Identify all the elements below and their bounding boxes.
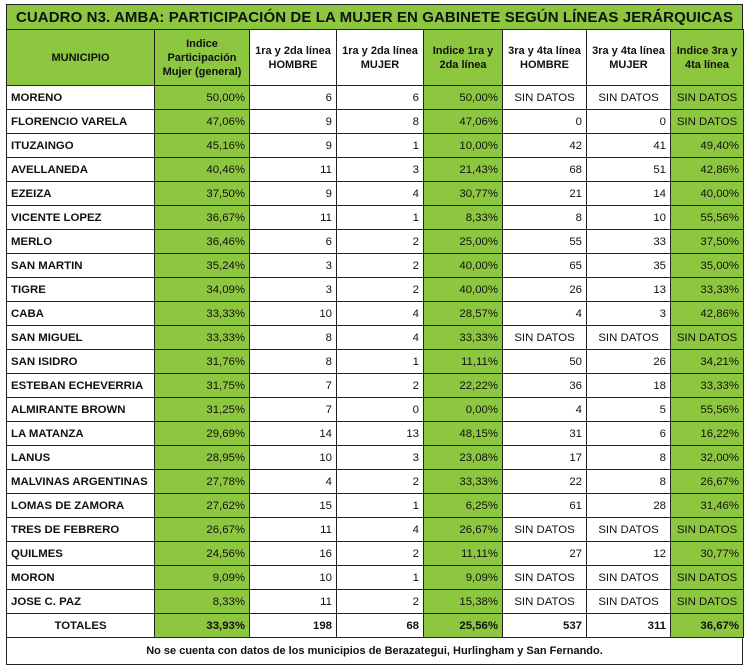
l12-mujer-cell: 0 <box>337 398 424 422</box>
indice-general-cell: 9,09% <box>155 566 250 590</box>
municipio-cell: JOSE C. PAZ <box>7 590 155 614</box>
l12-mujer-cell: 2 <box>337 230 424 254</box>
municipio-cell: TIGRE <box>7 278 155 302</box>
l12-hombre-cell: 11 <box>250 590 337 614</box>
indice-34-cell: 42,86% <box>671 302 744 326</box>
indice-12-cell: 10,00% <box>424 134 503 158</box>
municipio-cell: AVELLANEDA <box>7 158 155 182</box>
table-row <box>7 134 744 158</box>
indice-34-cell: 33,33% <box>671 374 744 398</box>
table-row <box>7 518 744 542</box>
l12-hombre-cell: 7 <box>250 374 337 398</box>
table-row <box>7 158 744 182</box>
municipio-cell: MORON <box>7 566 155 590</box>
l34-hombre-cell: 0 <box>503 110 587 134</box>
l34-hombre-cell: 36 <box>503 374 587 398</box>
l34-mujer-cell: 6 <box>587 422 671 446</box>
l12-hombre-cell: 6 <box>250 230 337 254</box>
header-indice-general: Indice Participación Mujer (general) <box>155 30 250 86</box>
l12-hombre-cell: 3 <box>250 254 337 278</box>
l12-hombre-cell: 10 <box>250 566 337 590</box>
l34-hombre-cell: 8 <box>503 206 587 230</box>
indice-34-cell: 35,00% <box>671 254 744 278</box>
l12-mujer-cell: 4 <box>337 182 424 206</box>
l12-hombre-cell: 7 <box>250 398 337 422</box>
total-indice-34-cell: 36,67% <box>671 614 744 638</box>
l12-hombre-cell: 10 <box>250 446 337 470</box>
l34-hombre-cell: 31 <box>503 422 587 446</box>
indice-12-cell: 11,11% <box>424 350 503 374</box>
indice-12-cell: 30,77% <box>424 182 503 206</box>
l12-mujer-cell: 1 <box>337 206 424 230</box>
l12-hombre-cell: 11 <box>250 518 337 542</box>
indice-34-cell: 16,22% <box>671 422 744 446</box>
municipio-cell: MORENO <box>7 86 155 110</box>
l34-hombre-cell: 17 <box>503 446 587 470</box>
l12-mujer-cell: 1 <box>337 134 424 158</box>
municipio-cell: EZEIZA <box>7 182 155 206</box>
municipio-cell: ALMIRANTE BROWN <box>7 398 155 422</box>
l34-mujer-cell: 5 <box>587 398 671 422</box>
indice-34-cell: 55,56% <box>671 398 744 422</box>
l34-mujer-cell: 13 <box>587 278 671 302</box>
l12-mujer-cell: 3 <box>337 158 424 182</box>
l34-hombre-cell: SIN DATOS <box>503 326 587 350</box>
total-l12-hombre-cell: 198 <box>250 614 337 638</box>
l34-hombre-cell: 4 <box>503 302 587 326</box>
l34-mujer-cell: SIN DATOS <box>587 86 671 110</box>
l34-hombre-cell: 61 <box>503 494 587 518</box>
l34-hombre-cell: 55 <box>503 230 587 254</box>
l34-mujer-cell: 28 <box>587 494 671 518</box>
indice-general-cell: 34,09% <box>155 278 250 302</box>
l12-mujer-cell: 1 <box>337 566 424 590</box>
l12-mujer-cell: 8 <box>337 110 424 134</box>
l34-hombre-cell: 21 <box>503 182 587 206</box>
l12-mujer-cell: 2 <box>337 470 424 494</box>
indice-12-cell: 22,22% <box>424 374 503 398</box>
l34-mujer-cell: 0 <box>587 110 671 134</box>
l34-hombre-cell: 26 <box>503 278 587 302</box>
table-row <box>7 110 744 134</box>
municipio-cell: ITUZAINGO <box>7 134 155 158</box>
indice-12-cell: 9,09% <box>424 566 503 590</box>
l12-hombre-cell: 9 <box>250 182 337 206</box>
l12-mujer-cell: 2 <box>337 590 424 614</box>
l12-hombre-cell: 4 <box>250 470 337 494</box>
header-l34-hombre: 3ra y 4ta línea HOMBRE <box>503 30 587 86</box>
indice-12-cell: 48,15% <box>424 422 503 446</box>
table-row <box>7 470 744 494</box>
l12-mujer-cell: 1 <box>337 494 424 518</box>
l12-mujer-cell: 4 <box>337 302 424 326</box>
l34-mujer-cell: 14 <box>587 182 671 206</box>
l12-mujer-cell: 4 <box>337 518 424 542</box>
table-row <box>7 566 744 590</box>
table-row <box>7 374 744 398</box>
table-row <box>7 494 744 518</box>
indice-34-cell: 49,40% <box>671 134 744 158</box>
table-row <box>7 230 744 254</box>
municipio-cell: TRES DE FEBRERO <box>7 518 155 542</box>
l34-hombre-cell: 27 <box>503 542 587 566</box>
indice-general-cell: 45,16% <box>155 134 250 158</box>
indice-34-cell: SIN DATOS <box>671 518 744 542</box>
l34-hombre-cell: SIN DATOS <box>503 86 587 110</box>
l12-mujer-cell: 13 <box>337 422 424 446</box>
l12-mujer-cell: 2 <box>337 278 424 302</box>
l12-hombre-cell: 9 <box>250 134 337 158</box>
l34-mujer-cell: SIN DATOS <box>587 326 671 350</box>
indice-34-cell: 32,00% <box>671 446 744 470</box>
municipio-cell: SAN MARTIN <box>7 254 155 278</box>
indice-general-cell: 36,67% <box>155 206 250 230</box>
indice-general-cell: 50,00% <box>155 86 250 110</box>
indice-general-cell: 27,62% <box>155 494 250 518</box>
l34-mujer-cell: 10 <box>587 206 671 230</box>
table-row <box>7 422 744 446</box>
l12-mujer-cell: 3 <box>337 446 424 470</box>
table-row <box>7 86 744 110</box>
municipio-cell: ESTEBAN ECHEVERRIA <box>7 374 155 398</box>
municipio-cell: MERLO <box>7 230 155 254</box>
l12-mujer-cell: 6 <box>337 86 424 110</box>
l34-mujer-cell: 3 <box>587 302 671 326</box>
l12-hombre-cell: 11 <box>250 206 337 230</box>
l12-hombre-cell: 11 <box>250 158 337 182</box>
indice-general-cell: 47,06% <box>155 110 250 134</box>
table-row <box>7 326 744 350</box>
l12-hombre-cell: 3 <box>250 278 337 302</box>
indice-34-cell: SIN DATOS <box>671 86 744 110</box>
indice-general-cell: 31,25% <box>155 398 250 422</box>
indice-general-cell: 33,33% <box>155 302 250 326</box>
l12-mujer-cell: 1 <box>337 350 424 374</box>
indice-12-cell: 23,08% <box>424 446 503 470</box>
table-title: CUADRO N3. AMBA: PARTICIPACIÓN DE LA MUJER EN GABINETE SEGÚN LÍNEAS JERÁRQUICAS <box>6 4 743 29</box>
l12-mujer-cell: 4 <box>337 326 424 350</box>
indice-12-cell: 40,00% <box>424 278 503 302</box>
footnote: No se cuenta con datos de los municipios de Berazategui, Hurlingham y San Fernando. <box>6 638 743 665</box>
l34-mujer-cell: 26 <box>587 350 671 374</box>
indice-general-cell: 24,56% <box>155 542 250 566</box>
indice-34-cell: 31,46% <box>671 494 744 518</box>
l34-hombre-cell: SIN DATOS <box>503 566 587 590</box>
indice-12-cell: 15,38% <box>424 590 503 614</box>
header-indice-34: Indice 3ra y 4ta línea <box>671 30 744 86</box>
indice-12-cell: 50,00% <box>424 86 503 110</box>
l34-hombre-cell: SIN DATOS <box>503 518 587 542</box>
indice-general-cell: 33,33% <box>155 326 250 350</box>
municipio-cell: SAN ISIDRO <box>7 350 155 374</box>
l12-mujer-cell: 2 <box>337 374 424 398</box>
indice-34-cell: SIN DATOS <box>671 566 744 590</box>
indice-12-cell: 33,33% <box>424 470 503 494</box>
indice-34-cell: SIN DATOS <box>671 590 744 614</box>
l12-hombre-cell: 14 <box>250 422 337 446</box>
table-row <box>7 590 744 614</box>
l34-hombre-cell: SIN DATOS <box>503 590 587 614</box>
indice-general-cell: 36,46% <box>155 230 250 254</box>
l12-hombre-cell: 8 <box>250 326 337 350</box>
indice-general-cell: 29,69% <box>155 422 250 446</box>
indice-general-cell: 8,33% <box>155 590 250 614</box>
l12-hombre-cell: 16 <box>250 542 337 566</box>
l12-hombre-cell: 15 <box>250 494 337 518</box>
indice-general-cell: 31,75% <box>155 374 250 398</box>
total-l34-mujer-cell: 311 <box>587 614 671 638</box>
total-indice-12-cell: 25,56% <box>424 614 503 638</box>
header-l12-hombre: 1ra y 2da línea HOMBRE <box>250 30 337 86</box>
table-row <box>7 350 744 374</box>
table-row <box>7 398 744 422</box>
municipio-cell: FLORENCIO VARELA <box>7 110 155 134</box>
indice-34-cell: 40,00% <box>671 182 744 206</box>
l34-hombre-cell: 68 <box>503 158 587 182</box>
l34-mujer-cell: 51 <box>587 158 671 182</box>
municipio-cell: SAN MIGUEL <box>7 326 155 350</box>
totals-row <box>7 614 744 638</box>
header-row <box>7 30 744 86</box>
l34-mujer-cell: 41 <box>587 134 671 158</box>
table-row <box>7 206 744 230</box>
indice-12-cell: 40,00% <box>424 254 503 278</box>
indice-34-cell: 34,21% <box>671 350 744 374</box>
l34-hombre-cell: 50 <box>503 350 587 374</box>
indice-34-cell: 30,77% <box>671 542 744 566</box>
municipio-cell: QUILMES <box>7 542 155 566</box>
table-row <box>7 302 744 326</box>
indice-general-cell: 40,46% <box>155 158 250 182</box>
municipio-cell: MALVINAS ARGENTINAS <box>7 470 155 494</box>
l34-mujer-cell: 8 <box>587 470 671 494</box>
indice-12-cell: 28,57% <box>424 302 503 326</box>
table-row <box>7 182 744 206</box>
indice-general-cell: 31,76% <box>155 350 250 374</box>
indice-general-cell: 35,24% <box>155 254 250 278</box>
l12-hombre-cell: 6 <box>250 86 337 110</box>
l34-mujer-cell: SIN DATOS <box>587 518 671 542</box>
municipio-cell: CABA <box>7 302 155 326</box>
table-row <box>7 254 744 278</box>
l34-mujer-cell: 12 <box>587 542 671 566</box>
totals-label: TOTALES <box>7 614 155 638</box>
municipio-cell: LANUS <box>7 446 155 470</box>
municipio-cell: VICENTE LOPEZ <box>7 206 155 230</box>
total-indice-general-cell: 33,93% <box>155 614 250 638</box>
indice-34-cell: 33,33% <box>671 278 744 302</box>
indice-12-cell: 47,06% <box>424 110 503 134</box>
header-municipio: MUNICIPIO <box>7 30 155 86</box>
indice-34-cell: 55,56% <box>671 206 744 230</box>
l12-hombre-cell: 9 <box>250 110 337 134</box>
l34-hombre-cell: 65 <box>503 254 587 278</box>
l12-hombre-cell: 10 <box>250 302 337 326</box>
l34-mujer-cell: 33 <box>587 230 671 254</box>
indice-general-cell: 27,78% <box>155 470 250 494</box>
data-table <box>6 29 744 638</box>
l34-mujer-cell: SIN DATOS <box>587 566 671 590</box>
indice-34-cell: 37,50% <box>671 230 744 254</box>
l34-hombre-cell: 22 <box>503 470 587 494</box>
l12-mujer-cell: 2 <box>337 542 424 566</box>
indice-general-cell: 37,50% <box>155 182 250 206</box>
table-row <box>7 278 744 302</box>
indice-34-cell: 26,67% <box>671 470 744 494</box>
indice-34-cell: SIN DATOS <box>671 326 744 350</box>
l34-mujer-cell: SIN DATOS <box>587 590 671 614</box>
indice-34-cell: SIN DATOS <box>671 110 744 134</box>
l34-mujer-cell: 18 <box>587 374 671 398</box>
indice-general-cell: 26,67% <box>155 518 250 542</box>
municipio-cell: LOMAS DE ZAMORA <box>7 494 155 518</box>
total-l12-mujer-cell: 68 <box>337 614 424 638</box>
header-indice-12: Indice 1ra y 2da línea <box>424 30 503 86</box>
l12-hombre-cell: 8 <box>250 350 337 374</box>
indice-12-cell: 26,67% <box>424 518 503 542</box>
indice-12-cell: 25,00% <box>424 230 503 254</box>
indice-34-cell: 42,86% <box>671 158 744 182</box>
header-l12-mujer: 1ra y 2da línea MUJER <box>337 30 424 86</box>
table-container <box>6 4 743 665</box>
l34-hombre-cell: 4 <box>503 398 587 422</box>
indice-12-cell: 0,00% <box>424 398 503 422</box>
l12-mujer-cell: 2 <box>337 254 424 278</box>
l34-hombre-cell: 42 <box>503 134 587 158</box>
indice-12-cell: 8,33% <box>424 206 503 230</box>
indice-general-cell: 28,95% <box>155 446 250 470</box>
l34-mujer-cell: 8 <box>587 446 671 470</box>
indice-12-cell: 33,33% <box>424 326 503 350</box>
table-row <box>7 542 744 566</box>
indice-12-cell: 6,25% <box>424 494 503 518</box>
total-l34-hombre-cell: 537 <box>503 614 587 638</box>
l34-mujer-cell: 35 <box>587 254 671 278</box>
indice-12-cell: 21,43% <box>424 158 503 182</box>
table-body <box>7 86 744 638</box>
municipio-cell: LA MATANZA <box>7 422 155 446</box>
table-row <box>7 446 744 470</box>
indice-12-cell: 11,11% <box>424 542 503 566</box>
header-l34-mujer: 3ra y 4ta línea MUJER <box>587 30 671 86</box>
